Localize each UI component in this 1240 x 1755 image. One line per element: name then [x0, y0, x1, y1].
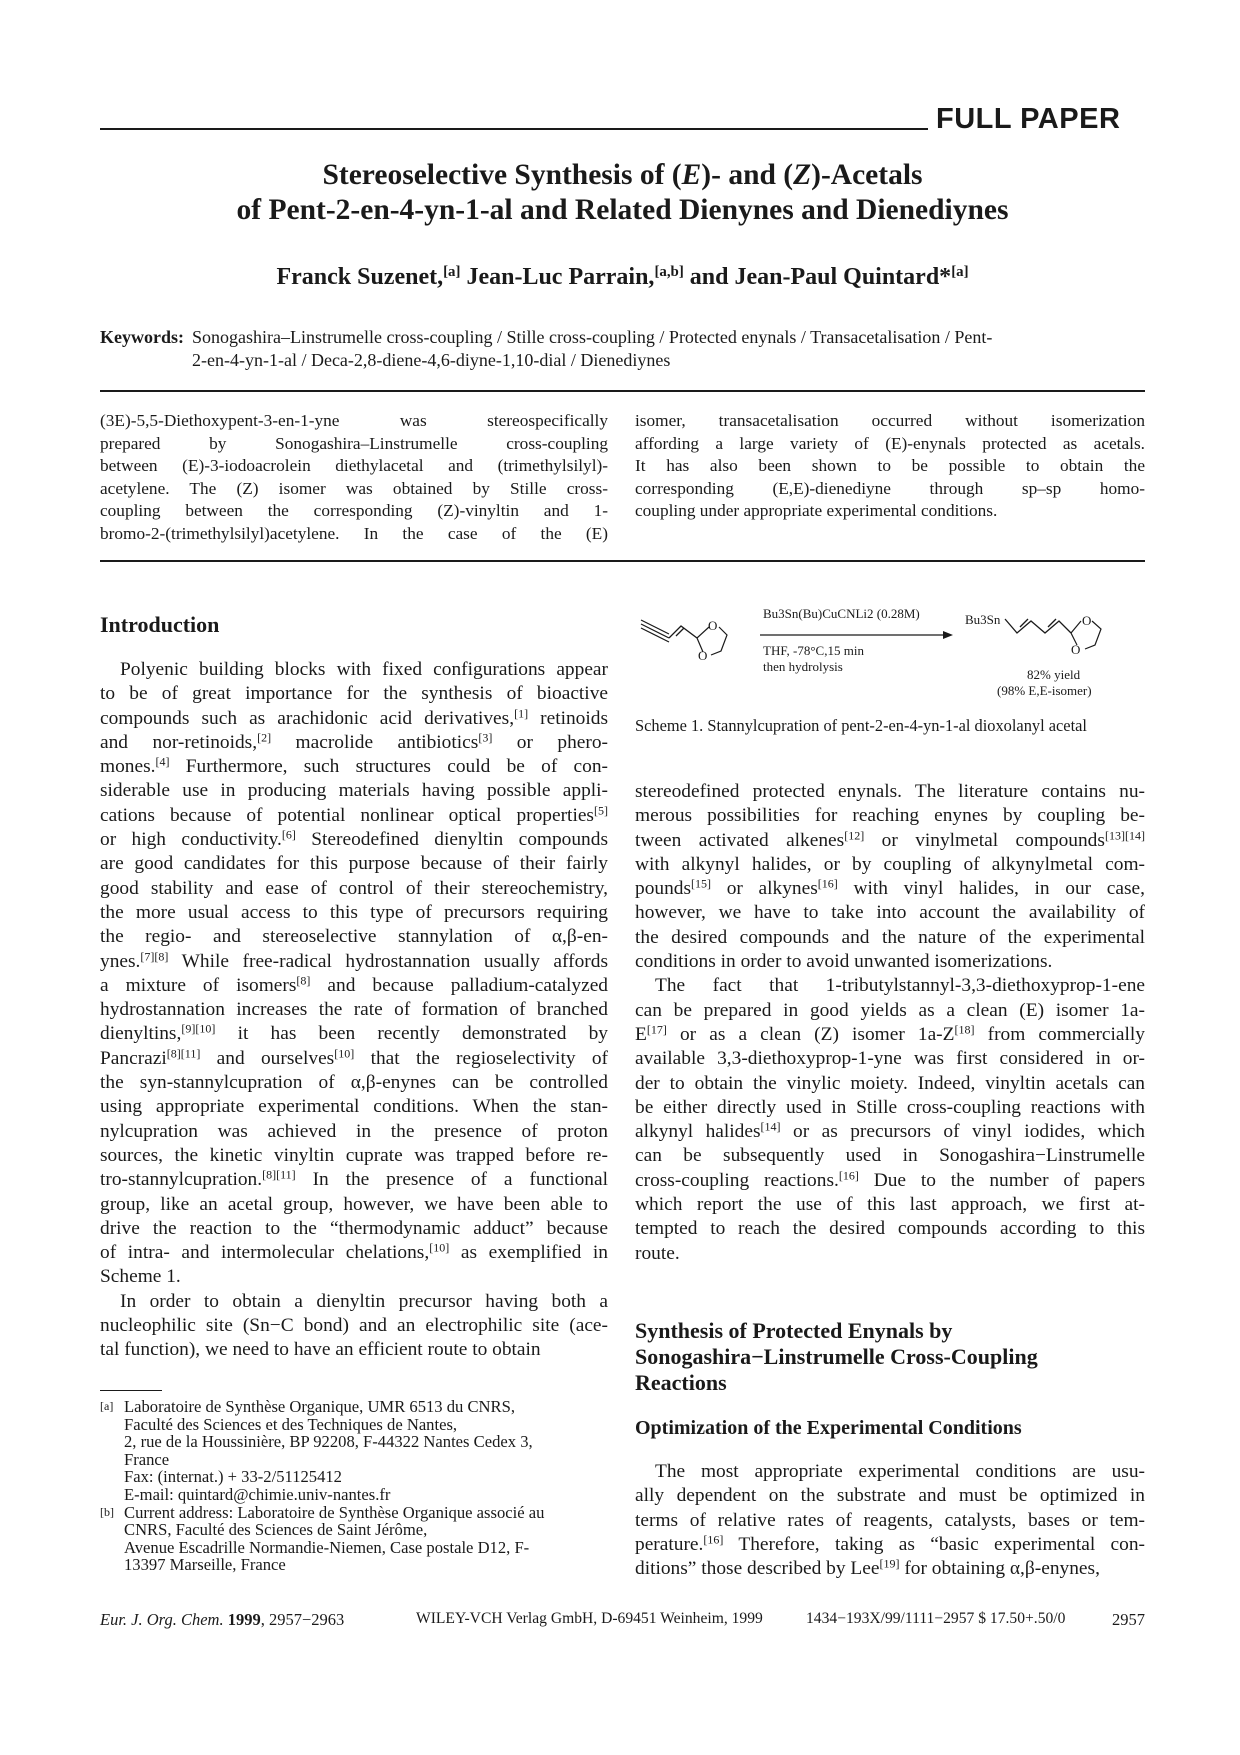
abstract-line: (3E)-5,5-Diethoxypent-3-en-1-yne was stereospecifically	[100, 411, 608, 430]
text-line: In order to obtain a dienyltin precursor having both a	[120, 1290, 608, 1312]
text-line: Pancrazi[8][11] and ourselves[10] that the regioselectivity of	[100, 1046, 609, 1069]
text-line: tween activated alkenes[12] or vinylmetal compounds[13][14]	[635, 827, 1145, 851]
ring-oxygen: O	[1071, 642, 1081, 657]
footnote-rule	[100, 1390, 162, 1391]
abstract-line: coupling between the corresponding (Z)-vinyltin and 1-	[100, 501, 608, 521]
title-line-2: of Pent-2-en-4-yn-1-al and Related Dienynes and Dienediynes	[236, 194, 1009, 226]
abstract-line: It has also been shown to be possible to obtain the	[635, 456, 1145, 476]
keywords-label: Keywords:	[100, 327, 184, 347]
header-rule	[100, 128, 928, 130]
text-line: good stability and ease of control of their stereochemistry,	[100, 877, 608, 899]
text-line: stereodefined protected enynals. The literature contains nu-	[635, 781, 1145, 802]
text-line: tempted to reach the desired compounds according to this	[635, 1218, 1145, 1240]
author-name: Franck Suzenet,[a]	[276, 263, 461, 290]
author-list: Franck Suzenet,[a] Jean-Luc Parrain,[a,b] and Jean-Paul Quintard*[a]	[276, 263, 969, 290]
text-line: route.	[635, 1242, 680, 1264]
text-line: pounds[15] or alkynes[16] with vinyl halides, in our case,	[635, 876, 1145, 900]
text-line: tal function), we need to have an efficient route to obtain	[100, 1339, 541, 1361]
text-line: compounds such as arachidonic acid derivatives,[1] retinoids	[100, 705, 608, 729]
text-line: E[17] or as a clean (Z) isomer 1a-Z[18] from commercially	[635, 1022, 1145, 1045]
ring-oxygen: O	[708, 618, 718, 633]
product-diene-chain	[1005, 619, 1071, 633]
scheme-caption: Scheme 1. Stannylcupration of pent-2-en-4-yn-1-al dioxolanyl acetal	[635, 716, 1087, 735]
footnote-b: [b] Current address: Laboratoire de Synthèse Organique associé au CNRS, Faculté des Sciences de Saint Jérôme, Avenue Escadrille Normandie-Niemen, Case postale D12, F- 13397 Marseille, France	[100, 1502, 545, 1575]
ring-oxygen: O	[1082, 613, 1092, 628]
scheme-conditions: THF, -78°C,15 min	[763, 643, 864, 658]
section-label: FULL PAPER	[936, 103, 1121, 135]
body-paragraph	[635, 1460, 1145, 1581]
abstract-right	[635, 410, 1145, 523]
page-number: 2957	[1112, 1610, 1145, 1629]
section-body	[635, 1460, 1145, 1581]
body-paragraph	[635, 780, 1145, 974]
text-line: merous possibilities for reaching enynes by coupling be-	[635, 805, 1145, 827]
text-line: alkynyl halides[14] or as precursors of vinyl iodides, which	[635, 1119, 1145, 1143]
text-line: to be of great importance for the synthesis of bioactive	[100, 683, 608, 705]
text-line: be either directly used in Stille cross-coupling reactions with	[635, 1096, 1145, 1118]
text-line: nucleophilic site (Sn−C bond) and an electrophilic site (ace-	[100, 1315, 608, 1337]
text-line: can be prepared in good yields as a clean (E) isomer 1a-	[635, 999, 1145, 1021]
text-line: The fact that 1-tributylstannyl-3,3-diethoxyprop-1-ene	[655, 975, 1145, 997]
introduction-paragraph	[100, 1290, 608, 1363]
page-footer	[100, 1610, 1145, 1632]
text-line: sources, the kinetic vinyltin cuprate was trapped before re-	[100, 1144, 608, 1166]
text-line: the regio- and stereoselective stannylation of α,β-en-	[100, 926, 608, 948]
ring-oxygen: O	[698, 648, 708, 663]
scheme-reagent: Bu3Sn(Bu)CuCNLi2 (0.28M)	[763, 606, 920, 621]
reaction-arrow	[760, 631, 953, 639]
scheme-1-figure	[635, 605, 1145, 705]
title-line-1: Stereoselective Synthesis of (E)- and (Z)-Acetals	[322, 159, 923, 191]
text-line: can be subsequently used in Sonogashira−Linstrumelle	[635, 1145, 1145, 1167]
section-heading: Synthesis of Protected Enynals by Sonogashira−Linstrumelle Cross-Coupling Reactions	[635, 1318, 1038, 1395]
text-line: of intra- and intermolecular chelations,[10] as exemplified in	[100, 1240, 608, 1264]
text-line: a mixture of isomers[8] and because palladium-catalyzed	[100, 973, 608, 996]
right-column-body	[635, 780, 1145, 1266]
text-line: however, we have to take into account the availability of	[635, 902, 1145, 924]
text-line: conditions in order to avoid unwanted isomerizations.	[635, 951, 1053, 973]
text-line: or high conductivity.[6] Stereodefined dienyltin compounds	[100, 827, 608, 851]
abstract-line: between (E)-3-iodoacrolein diethylacetal and (trimethylsilyl)-	[100, 456, 608, 476]
abstract-line: affording a large variety of (E)-enynals protected as acetals.	[635, 433, 1145, 453]
abstract-line: bromo-2-(trimethylsilyl)acetylene. In the case of the (E)	[100, 523, 608, 543]
scheme-selectivity: (98% E,E-isomer)	[997, 683, 1092, 698]
text-line: der to obtain the vinylic moiety. Indeed, vinyltin acetals can	[635, 1072, 1145, 1094]
scheme-yield: 82% yield	[1027, 667, 1081, 682]
text-line: hydrostannation increases the rate of formation of branched	[100, 999, 608, 1021]
keywords-block	[100, 326, 1145, 372]
introduction-body	[100, 658, 608, 1363]
text-line: ally dependent on the substrate and must be optimized in	[635, 1485, 1145, 1507]
author-name: Jean-Paul Quintard*[a]	[734, 263, 969, 290]
text-line: the more usual access to this type of precursors requiring	[100, 901, 608, 923]
issn-line: 1434−193X/99/1111−2957 $ 17.50+.50/0	[806, 1610, 1066, 1627]
abstract-top-rule	[100, 390, 1145, 392]
body-paragraph	[635, 974, 1145, 1266]
text-line: nylcupration was achieved in the presence of proton	[100, 1120, 608, 1142]
text-line: cations because of potential nonlinear optical properties[5]	[100, 803, 608, 826]
text-line: dienyltins,[9][10] it has been recently demonstrated by	[100, 1021, 608, 1045]
text-line: ditions” those described by Lee[19] for obtaining α,β-enynes,	[635, 1556, 1100, 1580]
text-line: siderable use in producing materials having possible appli-	[100, 780, 608, 802]
abstract-line: corresponding (E,E)-dienediyne through sp–sp homo-	[635, 478, 1145, 498]
text-line: perature.[16] Therefore, taking as “basic experimental con-	[635, 1532, 1145, 1555]
subsection-heading: Optimization of the Experimental Conditions	[635, 1417, 1022, 1439]
text-line: which report the use of this last approach, we first at-	[635, 1194, 1145, 1216]
text-line: group, like an acetal group, however, we have been able to	[100, 1193, 608, 1215]
abstract-line: coupling under appropriate experimental conditions.	[635, 501, 998, 521]
text-line: using appropriate experimental conditions. When the stan-	[100, 1096, 608, 1118]
diene-chain	[669, 626, 697, 638]
publisher-line: WILEY-VCH Verlag GmbH, D-69451 Weinheim, 1999	[416, 1610, 763, 1627]
alkyne-triple-bond	[641, 620, 669, 642]
keywords-line: 2-en-4-yn-1-al / Deca-2,8-diene-4,6-diyne-1,10-dial / Dienediynes	[192, 350, 671, 370]
scheme-conditions: then hydrolysis	[763, 659, 843, 674]
keywords-line: Sonogashira–Linstrumelle cross-coupling / Stille cross-coupling / Protected enynals / Transacetalisation / Pent-	[192, 327, 993, 347]
tributyltin-group: Bu3Sn	[965, 612, 1001, 627]
paper-title	[100, 158, 1145, 228]
text-line: and nor-retinoids,[2] macrolide antibiotics[3] or phero-	[100, 730, 608, 753]
abstract-line: acetylene. The (Z) isomer was obtained by Stille cross-	[100, 478, 608, 498]
abstract-bottom-rule	[100, 560, 1145, 562]
affiliation-footnotes	[100, 1398, 608, 1574]
introduction-paragraph	[100, 658, 608, 1290]
abstract-line: isomer, transacetalisation occurred without isomerization	[635, 411, 1145, 430]
text-line: drive the reaction to the “thermodynamic adduct” because	[100, 1217, 608, 1239]
text-line: The most appropriate experimental conditions are usu-	[655, 1461, 1145, 1482]
text-line: with alkynyl halides, or by coupling of alkynylmetal com-	[635, 853, 1145, 875]
text-line: are good candidates for this purpose because of their fairly	[100, 853, 608, 875]
journal-citation: Eur. J. Org. Chem. 1999, 2957−2963	[100, 1610, 345, 1629]
text-line: cross-coupling reactions.[16] Due to the number of papers	[635, 1168, 1145, 1191]
footnote-a: [a] Laboratoire de Synthèse Organique, UMR 6513 du CNRS, Faculté des Sciences et des Techniques de Nantes, 2, rue de la Houssinière, BP 92208, F-44322 Nantes Cedex 3, France Fax: (internat.) + 33-2/51125412 E-mail: quintard@chimie.univ-nantes.fr	[100, 1397, 533, 1504]
text-line: tro-stannylcupration.[8][11] In the presence of a functional	[100, 1167, 608, 1191]
text-line: Scheme 1.	[100, 1266, 181, 1288]
abstract-left	[100, 410, 608, 546]
text-line: Polyenic building blocks with fixed configurations appear	[120, 659, 608, 680]
abstract-line: prepared by Sonogashira–Linstrumelle cross-coupling	[100, 433, 608, 453]
author-name: Jean-Luc Parrain,[a,b]	[466, 263, 684, 290]
text-line: the syn-stannylcupration of α,β-enynes can be controlled	[100, 1072, 608, 1094]
text-line: ynes.[7][8] While free-radical hydrostannation usually affords	[100, 948, 608, 972]
text-line: terms of relative rates of reagents, catalysts, bases or tem-	[635, 1509, 1145, 1531]
introduction-heading: Introduction	[100, 612, 220, 637]
text-line: mones.[4] Furthermore, such structures could be of con-	[100, 754, 608, 778]
text-line: the desired compounds and the nature of the experimental	[635, 926, 1145, 948]
text-line: available 3,3-diethoxyprop-1-yne was first considered in or-	[635, 1048, 1145, 1070]
